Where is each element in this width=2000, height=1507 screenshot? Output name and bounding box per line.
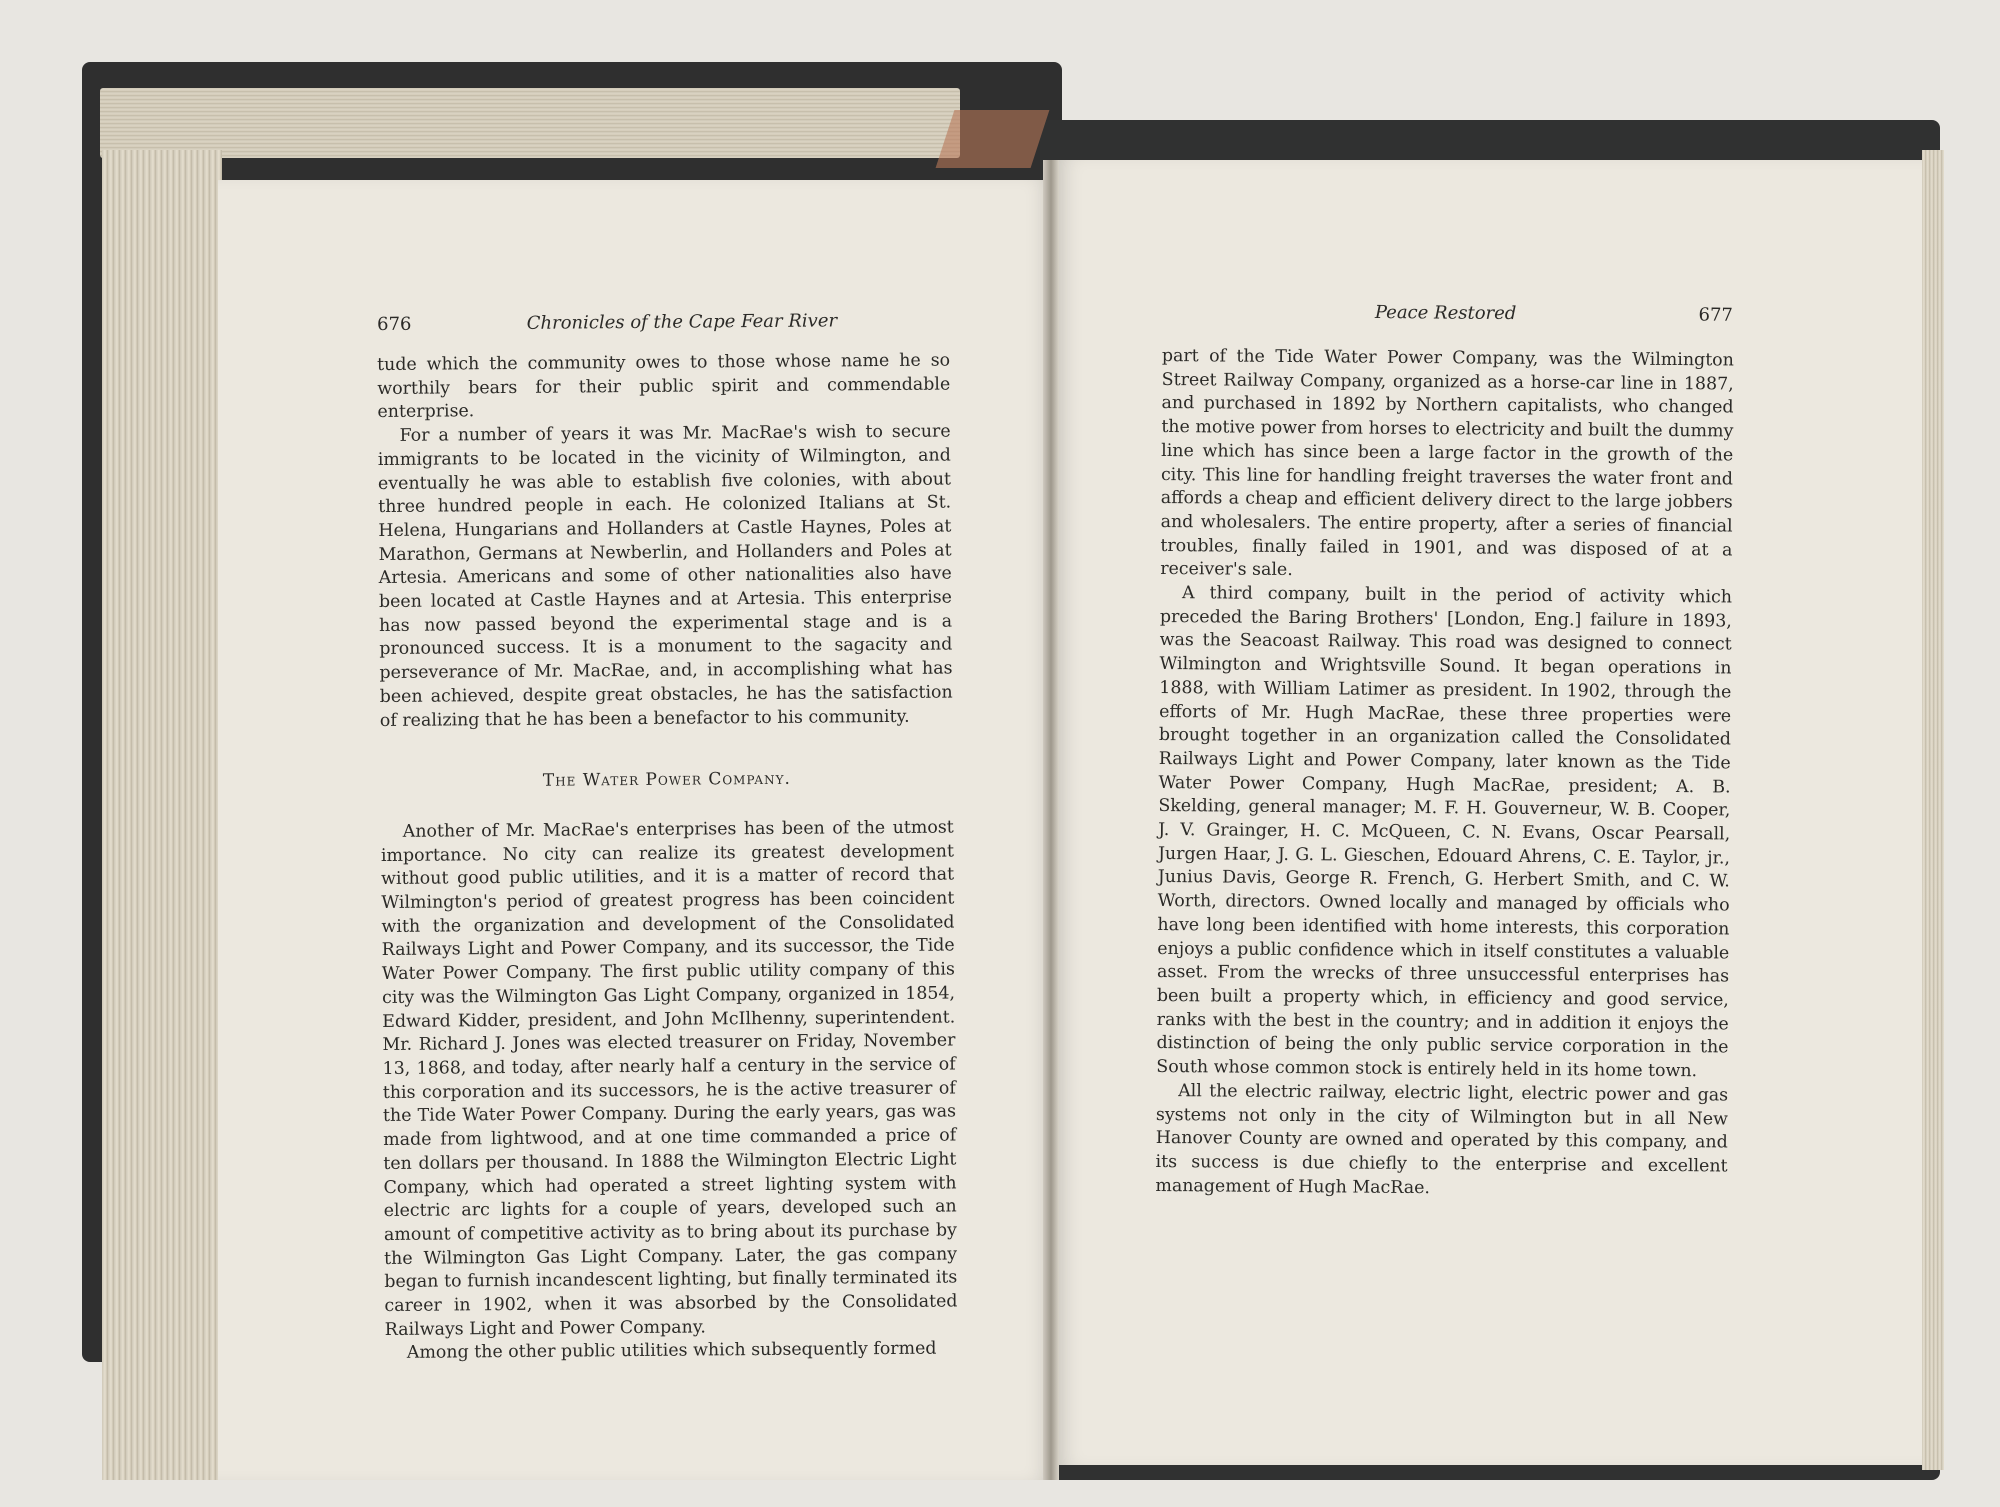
left-running-head	[377, 310, 837, 335]
left-page-text	[377, 349, 958, 1366]
paragraph: part of the Tide Water Power Company, was the Wilmington Street Railway Company, organized as a horse-car line in 1887, and purchased in 1892 by Northern capitalists, who changed the motive power from horses to electricity and built the dummy line which has since been a large factor in the growth of the city. This line for handling freight traverses the water front and affords a cheap and efficient delivery direct to the large jobbers and wholesalers. The entire property, after a series of financial troubles, finally failed in 1901, and was disposed of at a receiver's sale.	[1160, 345, 1734, 581]
page-edges-right	[1922, 150, 1944, 1470]
page-edges-left	[102, 150, 222, 1480]
section-heading: The Water Power Company.	[542, 769, 791, 791]
paragraph: A third company, built in the period of activity which preceded the Baring Brothers' [London, Eng.] failure in 1893, was the Seacoast Railway. This road was designed to connect Wilmington and Wrightsville Sound. It began operations in 1888, with William Latimer as president. In 1902, through the efforts of Mr. Hugh MacRae, these three properties were brought together in an organization called the Consolidated Railways Light and Power Company, later known as the Tide Water Power Company, Hugh MacRae, president; A. B. Skelding, general manager; M. F. H. Gouverneur, W. B. Cooper, J. V. Grainger, H. C. McQueen, C. N. Evans, Oscar Pearsall, Jurgen Haar, J. G. L. Gieschen, Edouard Ahrens, C. E. Taylor, jr., Junius Davis, George R. French, G. Herbert Smith, and C. W. Worth, directors. Owned locally and managed by officials who have long been identified with home interests, this corporation enjoys a public confidence which in itself constitutes a valuable asset. From the wrecks of three unsuccessful enterprises has been built a property which, in efficiency and good service, ranks with the best in the country; and in addition it enjoys the distinction of being the only public service corporation in the South whose common stock is entirely held in its home town.	[1156, 583, 1733, 1082]
paragraph: For a number of years it was Mr. MacRae's wish to secure immigrants to be located in the vicinity of Wilmington, and eventually he was able to establish five colonies, with about three hundred people in each. He colonized Italians at St. Helena, Hungarians and Hollanders at Castle Haynes, Poles at Marathon, Germans at Newberlin, and Hollanders and Poles at Artesia. Americans and some of other nationalities also have been located at Castle Haynes and at Artesia. This enterprise has now passed beyond the experimental stage and is a pronounced success. It is a monument to the sagacity and perseverance of Mr. MacRae, and, in accomplishing what has been achieved, despite great obstacles, he has the satisfaction of realizing that he has been a benefactor to his community.	[377, 421, 953, 731]
paragraph: tude which the community owes to those whose name he so worthily bears for their public spirit and commendable enterprise.	[377, 350, 951, 423]
right-running-title: Peace Restored	[1374, 302, 1517, 325]
right-page-text	[1155, 345, 1734, 1203]
spine-headband	[936, 110, 1050, 168]
book-gutter	[1043, 160, 1059, 1480]
paragraph: All the electric railway, electric light, electric power and gas systems not only in the city of Wilmington but in all New Hanover County are owned and operated by this company, and its success is due chiefly to the enterprise and excellent management of Hugh MacRae.	[1155, 1080, 1729, 1198]
page-edges-top	[100, 88, 960, 158]
paragraph: Another of Mr. MacRae's enterprises has been of the utmost importance. No city can realize its greatest development without good public utilities, and it is a matter of record that Wilmington's period of greatest progress has been coincident with the organization and development of the Consolidated Railways Light and Power Company, and its successor, the Tide Water Power Company. The first public utility company of this city was the Wilmington Gas Light Company, organized in 1854, Edward Kidder, president, and John McIlhenny, superintendent. Mr. Richard J. Jones was elected treasurer on Friday, November 13, 1868, and today, after nearly half a century in the service of this corporation and its successors, he is the active treasurer of the Tide Water Power Company. During the early years, gas was made from lightwood, and at one time commanded a price of ten dollars per thousand. In 1888 the Wilmington Electric Light Company, which had operated a street lighting system with electric arc lights for a couple of years, developed such an amount of competitive activity as to bring about its purchase by the Wilmington Gas Light Company. Later, the gas company began to furnish incandescent lighting, but finally terminated its career in 1902, when it was absorbed by the Consolidated Railways Light and Power Company.	[380, 817, 958, 1340]
left-running-title: Chronicles of the Cape Fear River	[526, 310, 838, 334]
left-page-number: 676	[377, 313, 412, 335]
paragraph: Among the other public utilities which subsequently formed	[406, 1339, 937, 1364]
right-running-head	[1375, 302, 1733, 326]
right-page-number: 677	[1698, 304, 1733, 326]
